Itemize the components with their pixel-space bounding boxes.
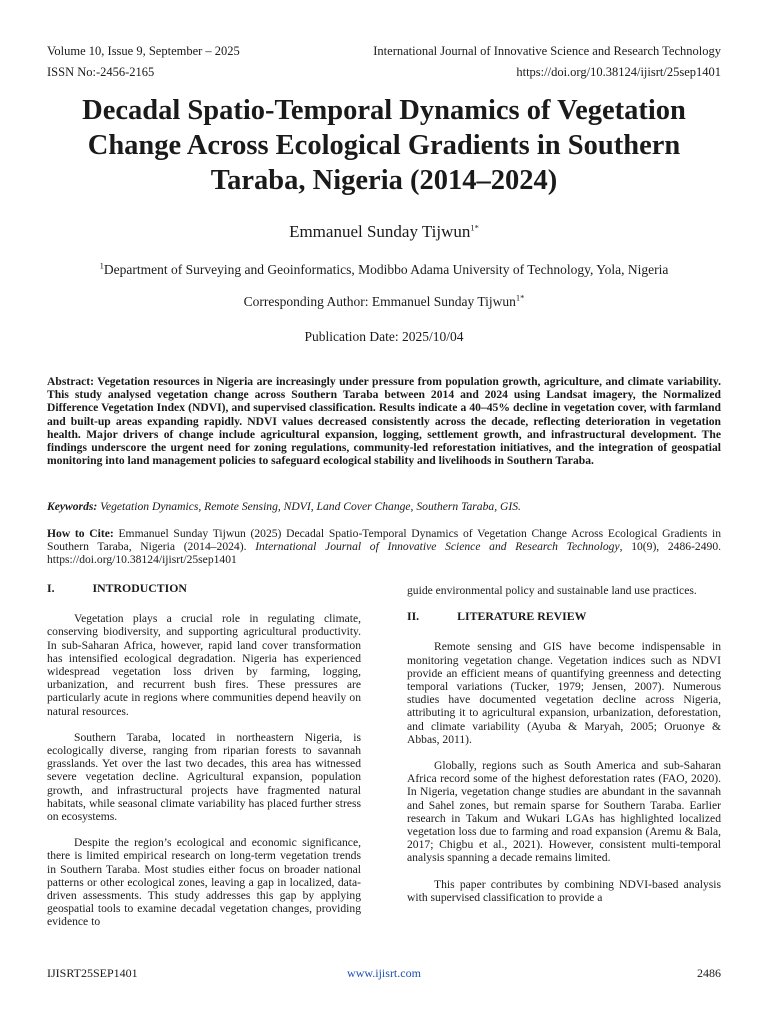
- header-journal: International Journal of Innovative Science and Research Technology: [373, 44, 721, 58]
- section-title: LITERATURE REVIEW: [457, 609, 587, 624]
- header-doi[interactable]: https://doi.org/10.38124/ijisrt/25sep1401: [516, 65, 721, 79]
- corresponding-sup: 1*: [515, 292, 525, 303]
- how-to-cite: [47, 527, 721, 567]
- keywords: [47, 500, 721, 513]
- affiliation-sup: 1: [99, 260, 104, 271]
- keywords-text: Vegetation Dynamics, Remote Sensing, NDVI, Land Cover Change, Southern Taraba, GIS.: [100, 500, 521, 513]
- corresponding-author: [0, 294, 768, 310]
- section-number: I.: [47, 581, 55, 595]
- abstract-label: Abstract:: [47, 375, 95, 388]
- paragraph: This paper contributes by combining NDVI-based analysis with supervised classification to provide a: [407, 877, 721, 904]
- right-column: [407, 584, 721, 904]
- paragraph-continuation: guide environmental policy and sustainable land use practices.: [407, 584, 697, 597]
- keywords-label: Keywords:: [47, 500, 98, 513]
- paragraph: Despite the region’s ecological and economic significance, there is limited empirical research on long-term vegetation trends in Southern Taraba. Most studies either focus on broader national patterns or other ecological zones, leaving a gap in localized, data-driven assessments. This study addresses this gap by applying geospatial tools to examine decadal vegetation changes, providing evidence to: [47, 836, 361, 929]
- paper-title: Decadal Spatio-Temporal Dynamics of Vegetation Change Across Ecological Gradients in Southern Taraba, Nigeria (2014–2024): [82, 95, 686, 196]
- author-sup: 1*: [470, 222, 479, 233]
- how-to-cite-rest: , 10(9), 2486-2490. https://doi.org/10.38124/ijisrt/25sep1401: [47, 540, 722, 567]
- footer-website-link[interactable]: www.ijisrt.com: [347, 966, 421, 980]
- affiliation-text: Department of Surveying and Geoinformatics, Modibbo Adama University of Technology, Yola, Nigeria: [103, 262, 669, 277]
- author: [0, 222, 768, 242]
- section-heading-literature-review: [407, 610, 721, 623]
- how-to-cite-journal: International Journal of Innovative Science and Research Technology: [255, 540, 620, 554]
- paragraph: Remote sensing and GIS have become indispensable in monitoring vegetation change. Vegetation indices such as NDVI provide an efficient means of quantifying greenness and detecting temporal variations (Tucker, 1979; Jensen, 2007). Numerous studies have documented vegetation decline across Nigeria, attributing it to agricultural expansion, urbanization, deforestation, and climate variability (Ayuba & Maryah, 2005; Oruonye & Abbas, 2011).: [407, 640, 721, 746]
- footer-page-number: 2486: [697, 966, 721, 980]
- paragraph: Southern Taraba, located in northeastern Nigeria, is ecologically diverse, ranging from riparian forests to savannah grasslands. Yet over the last two decades, this area has witnessed severe vegetation decline. Agricultural expansion, population growth, and infrastructural projects have fragmented natural habitats, while seasonal climate variability has placed further stress on ecosystems.: [47, 730, 361, 824]
- footer-paper-id: IJISRT25SEP1401: [47, 966, 138, 980]
- publication-date: Publication Date: 2025/10/04: [304, 329, 464, 344]
- author-name: Emmanuel Sunday Tijwun: [289, 222, 471, 241]
- paragraph: Globally, regions such as South America and sub-Saharan Africa record some of the highest deforestation rates (FAO, 2020). In Nigeria, vegetation change studies are abundant in the savannah and Sahel zones, but remain sparse for Southern Taraba. Earlier research in Takum and Wukari LGAs has highlighted localized vegetation loss due to farming and road expansion (Aremu & Bala, 2017; Chigbu et al., 2021). However, consistent multi-temporal analysis spanning a decade remains limited.: [407, 759, 721, 865]
- section-number: II.: [407, 609, 420, 624]
- header-issn: ISSN No:-2456-2165: [47, 65, 155, 79]
- abstract-text: Vegetation resources in Nigeria are increasingly under pressure from population growth, agriculture, and climate variability. This study analysed vegetation change across Southern Taraba between 2014 and 2024 using Landsat imagery, the Normalized Difference Vegetation Index (NDVI), and supervised classification. Results indicate a 40–45% decline in vegetation cover, with farmland and built-up areas expanding rapidly. NDVI values decreased consistently across the decade, reflecting deterioration in vegetation health. Major drivers of change include agricultural expansion, logging, settlement growth, and infrastructural development. The findings underscore the urgent need for zoning regulations, community-led reforestation initiatives, and the integration of geospatial monitoring into land management policies to safeguard ecological stability and livelihoods in Southern Taraba.: [47, 375, 721, 468]
- paragraph: Vegetation plays a crucial role in regulating climate, conserving biodiversity, and supporting agricultural productivity. In sub-Saharan Africa, however, rapid land cover transformation has intensified ecological degradation. Nigeria has experienced widespread vegetation loss driven by farming, logging, urbanization, and recurrent bush fires. These pressures are particularly acute in regions where communities depend heavily on natural resources.: [47, 612, 361, 718]
- how-to-cite-text: Emmanuel Sunday Tijwun (2025) Decadal Spatio-Temporal Dynamics of Vegetation Change Across Ecological Gradients in Southern Taraba, Nigeria (2014–2024).: [47, 527, 721, 554]
- abstract: [47, 375, 721, 467]
- how-to-cite-label: How to Cite:: [47, 527, 114, 540]
- section-heading-introduction: [47, 582, 361, 595]
- affiliation: [0, 262, 768, 278]
- header-volume: Volume 10, Issue 9, September – 2025: [47, 44, 240, 58]
- left-column: [47, 582, 361, 929]
- corresponding-text: Corresponding Author: Emmanuel Sunday Tijwun: [243, 294, 516, 309]
- section-title: INTRODUCTION: [92, 581, 187, 595]
